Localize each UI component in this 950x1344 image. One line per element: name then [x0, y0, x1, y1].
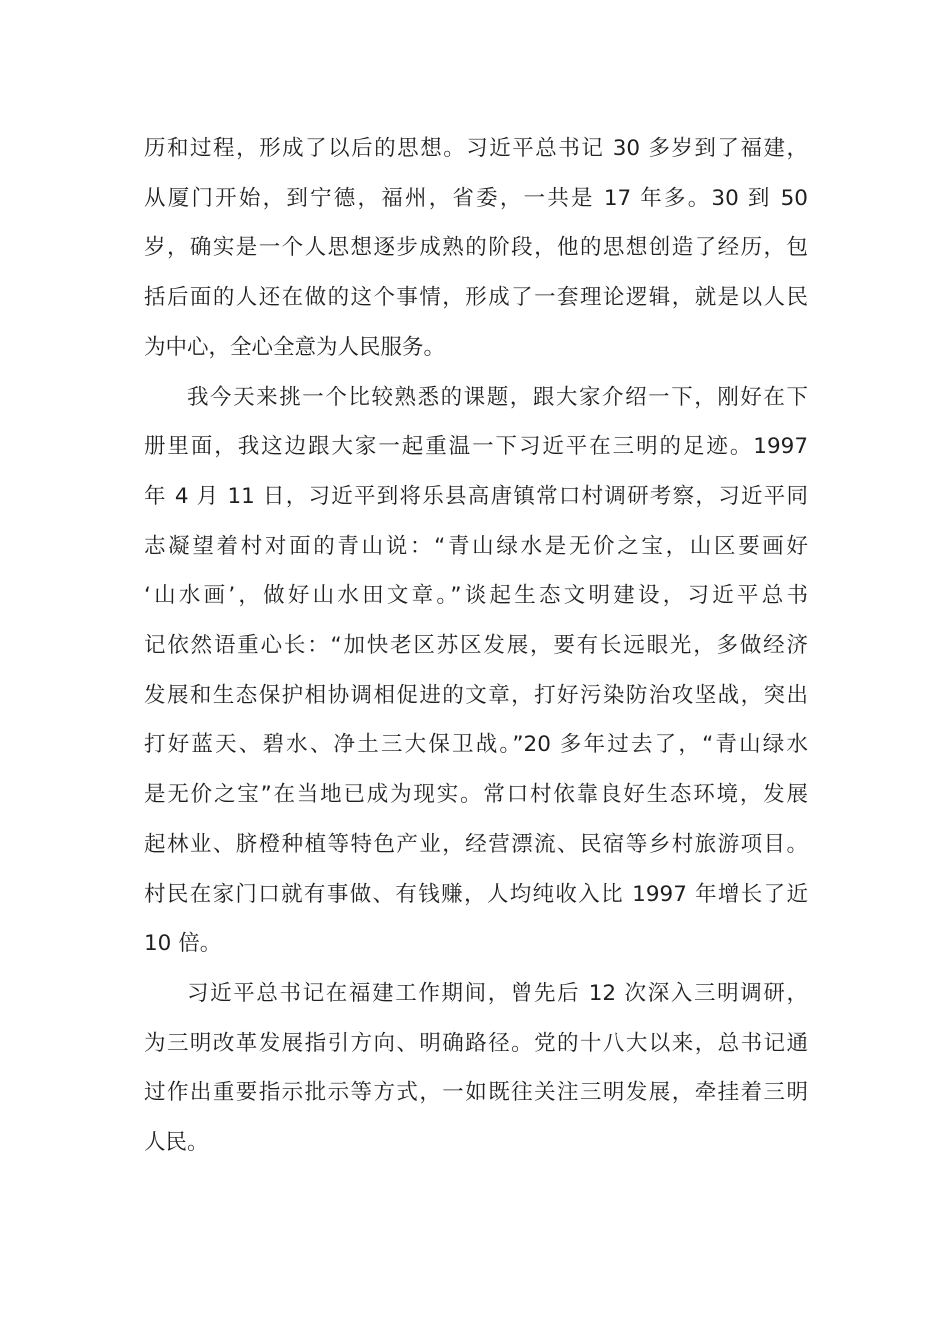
paragraph-line: 起林业、脐橙种植等特色产业，经营漂流、民宿等乡村旅游项目。 [144, 831, 808, 857]
paragraph-line: 过作出重要指示批示等方式，一如既往关注三明发展，牵挂着三明 [144, 1080, 808, 1106]
paragraph-line: 人民。 [144, 1130, 209, 1156]
paragraph-line: 发展和生态保护相协调相促进的文章，打好污染防治攻坚战，突出 [144, 682, 808, 708]
paragraph-line: 我今天来挑一个比较熟悉的课题，跟大家介绍一下，刚好在下 [187, 384, 808, 410]
paragraph-line: 岁，确实是一个人思想逐步成熟的阶段，他的思想创造了经历，包 [144, 235, 808, 261]
paragraph-3 [144, 969, 808, 1168]
paragraph-line: 是无价之宝”在当地已成为现实。常口村依靠良好生态环境，发展 [144, 782, 808, 808]
paragraph-line: ‘山水画’，做好山水田文章。”谈起生态文明建设，习近平总书 [144, 583, 808, 609]
paragraph-line: 册里面，我这边跟大家一起重温一下习近平在三明的足迹。1997 [144, 434, 808, 460]
paragraph-line: 历和过程，形成了以后的思想。习近平总书记 30 多岁到了福建， [144, 136, 808, 161]
paragraph-2 [144, 373, 808, 969]
paragraph-line: 括后面的人还在做的这个事情，形成了一套理论逻辑，就是以人民 [144, 285, 808, 311]
paragraph-1 [144, 124, 808, 373]
paragraph-line: 志凝望着村对面的青山说：“青山绿水是无价之宝，山区要画好 [144, 533, 808, 559]
document-body [144, 124, 808, 1168]
paragraph-line: 为中心，全心全意为人民服务。 [144, 334, 446, 360]
paragraph-line: 习近平总书记在福建工作期间，曾先后 12 次深入三明调研， [187, 980, 808, 1006]
paragraph-line: 记依然语重心长：“加快老区苏区发展，要有长远眼光，多做经济 [144, 633, 808, 659]
paragraph-line: 年 4 月 11 日，习近平到将乐县高唐镇常口村调研考察，习近平同 [144, 483, 808, 509]
paragraph-line: 村民在家门口就有事做、有钱赚，人均纯收入比 1997 年增长了近 [144, 881, 808, 907]
paragraph-line: 10 倍。 [144, 931, 222, 957]
paragraph-line: 从厦门开始，到宁德，福州，省委，一共是 17 年多。30 到 50 [144, 185, 808, 211]
paragraph-line: 打好蓝天、碧水、净土三大保卫战。”20 多年过去了，“青山绿水 [144, 732, 808, 758]
paragraph-line: 为三明改革发展指引方向、明确路径。党的十八大以来，总书记通 [144, 1030, 808, 1056]
